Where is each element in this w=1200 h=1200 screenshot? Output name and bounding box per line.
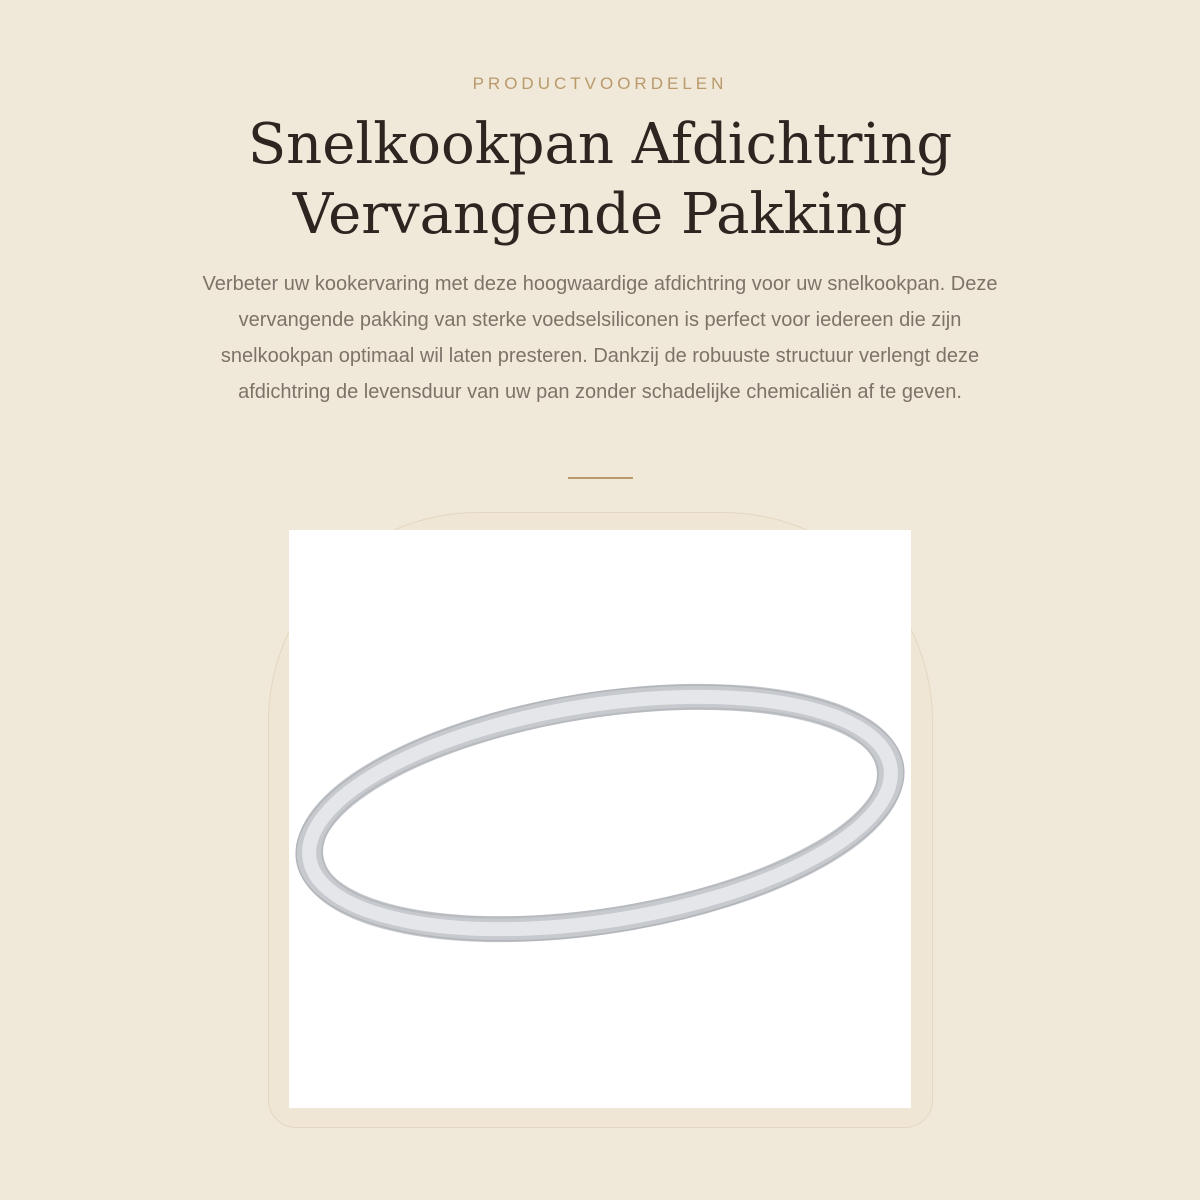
sealing-ring-icon (289, 530, 911, 1108)
page-title-line-2: Vervangende Pakking (292, 182, 908, 247)
product-image (289, 530, 911, 1108)
page-title-line-1: Snelkookpan Afdichtring (247, 112, 953, 177)
eyebrow-label: PRODUCTVOORDELEN (472, 74, 728, 93)
divider (568, 477, 633, 479)
page-title (0, 110, 1200, 250)
product-description: Verbeter uw kookervaring met deze hoogwaardige afdichtring voor uw snelkookpan. Deze vervangende pakking van sterke voedselsiliconen is perfect voor iedereen die zijn snelkookpan optimaal wil laten presteren. Dankzij de robuuste structuur verlengt deze afdichtring de levensduur van uw pan zonder schadelijke chemicaliën af te geven. (202, 273, 998, 403)
